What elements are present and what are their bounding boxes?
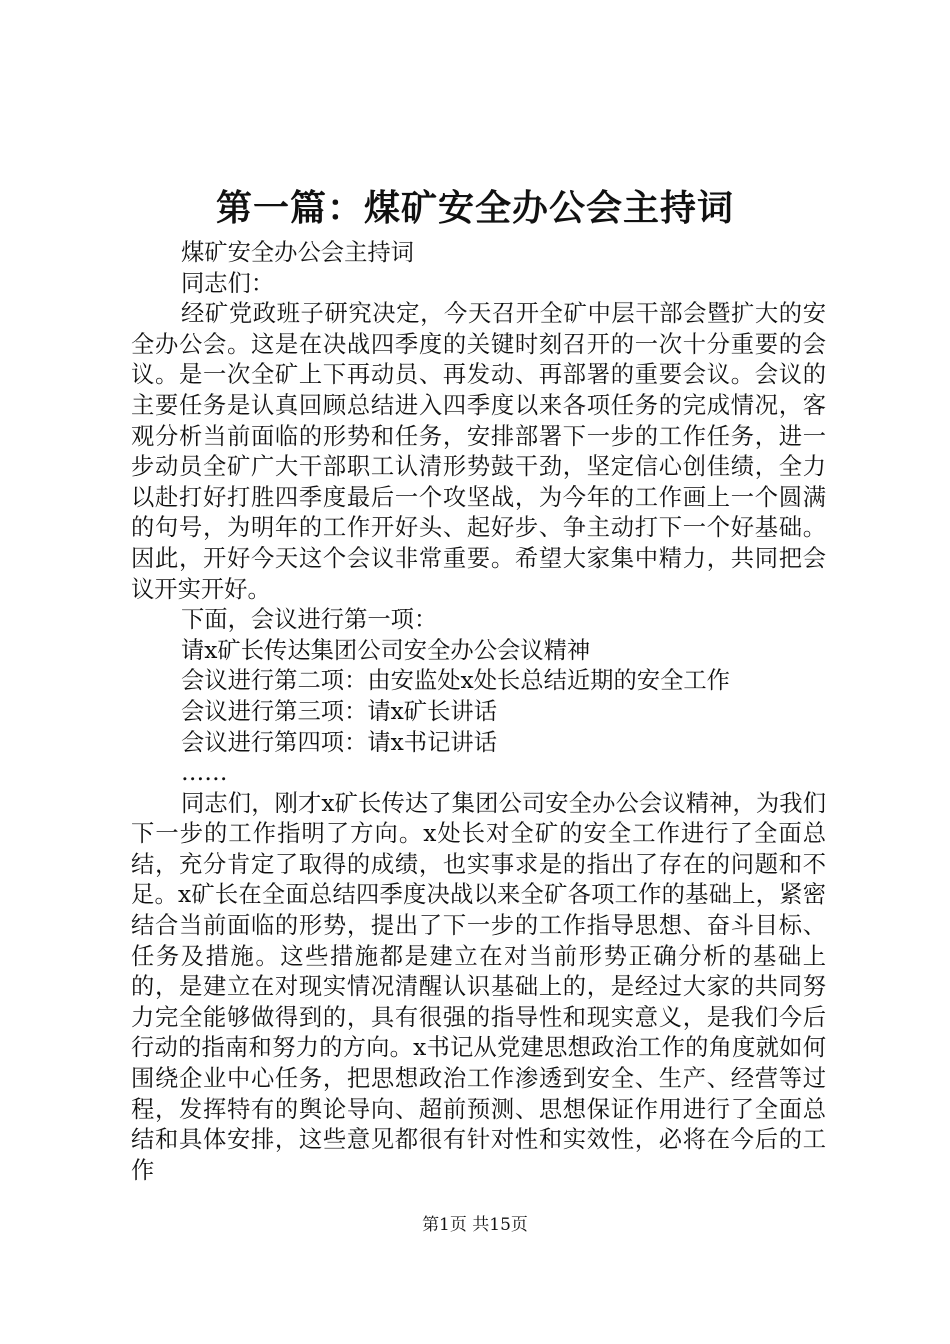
agenda-item-2: 会议进行第二项：由安监处x处长总结近期的安全工作	[181, 667, 730, 695]
salutation: 同志们：	[181, 269, 275, 297]
agenda-item-4: 会议进行第四项：请x书记讲话	[181, 728, 497, 756]
agenda-item-1: 请x矿长传达集团公司安全办公会议精神	[181, 636, 591, 664]
document-title: 第一篇：煤矿安全办公会主持词	[215, 187, 734, 229]
subtitle: 煤矿安全办公会主持词	[181, 239, 414, 266]
agenda-intro: 下面，会议进行第一项：	[181, 606, 438, 634]
ellipsis: ……	[181, 759, 228, 787]
document-body	[131, 238, 826, 1186]
paragraph-opening: 经矿党政班子研究决定，今天召开全矿中层干部会暨扩大的安全办公会。这是在决战四季度的关键时刻召开的一次十分重要的会议。是一次全矿上下再动员、再发动、再部署的重要会议。会议的主要任务是认真回顾总结进入四季度以来各项任务的完成情况，客观分析当前面临的形势和任务，安排部署下一步的工作任务，进一步动员全矿广大干部职工认清形势鼓干劲，坚定信心创佳绩，全力以赴打好打胜四季度最后一个攻坚战，为今年的工作画上一个圆满的句号，为明年的工作开好头、起好步、争主动打下一个好基础。因此，开好今天这个会议非常重要。希望大家集中精力，共同把会议开实开好。	[131, 300, 826, 603]
paragraph-summary: 同志们，刚才x矿长传达了集团公司安全办公会议精神，为我们下一步的工作指明了方向。x处长对全矿的安全工作进行了全面总结，充分肯定了取得的成绩，也实事求是的指出了存在的问题和不足。x矿长在全面总结四季度决战以来全矿各项工作的基础上，紧密结合当前面临的形势，提出了下一步的工作指导思想、奋斗目标、任务及措施。这些措施都是建立在对当前形势正确分析的基础上的，是建立在对现实情况清醒认识基础上的，是经过大家的共同努力完全能够做得到的，具有很强的指导性和现实意义，是我们今后行动的指南和努力的方向。x书记从党建思想政治工作的角度就如何围绕企业中心任务，把思想政治工作渗透到安全、生产、经营等过程，发挥特有的舆论导向、超前预测、思想保证作用进行了全面总结和具体安排，这些意见都很有针对性和实效性，必将在今后的工作	[131, 789, 826, 1184]
agenda-item-3: 会议进行第三项：请x矿长讲话	[181, 697, 497, 725]
page-number: 第1页 共15页	[422, 1215, 528, 1235]
